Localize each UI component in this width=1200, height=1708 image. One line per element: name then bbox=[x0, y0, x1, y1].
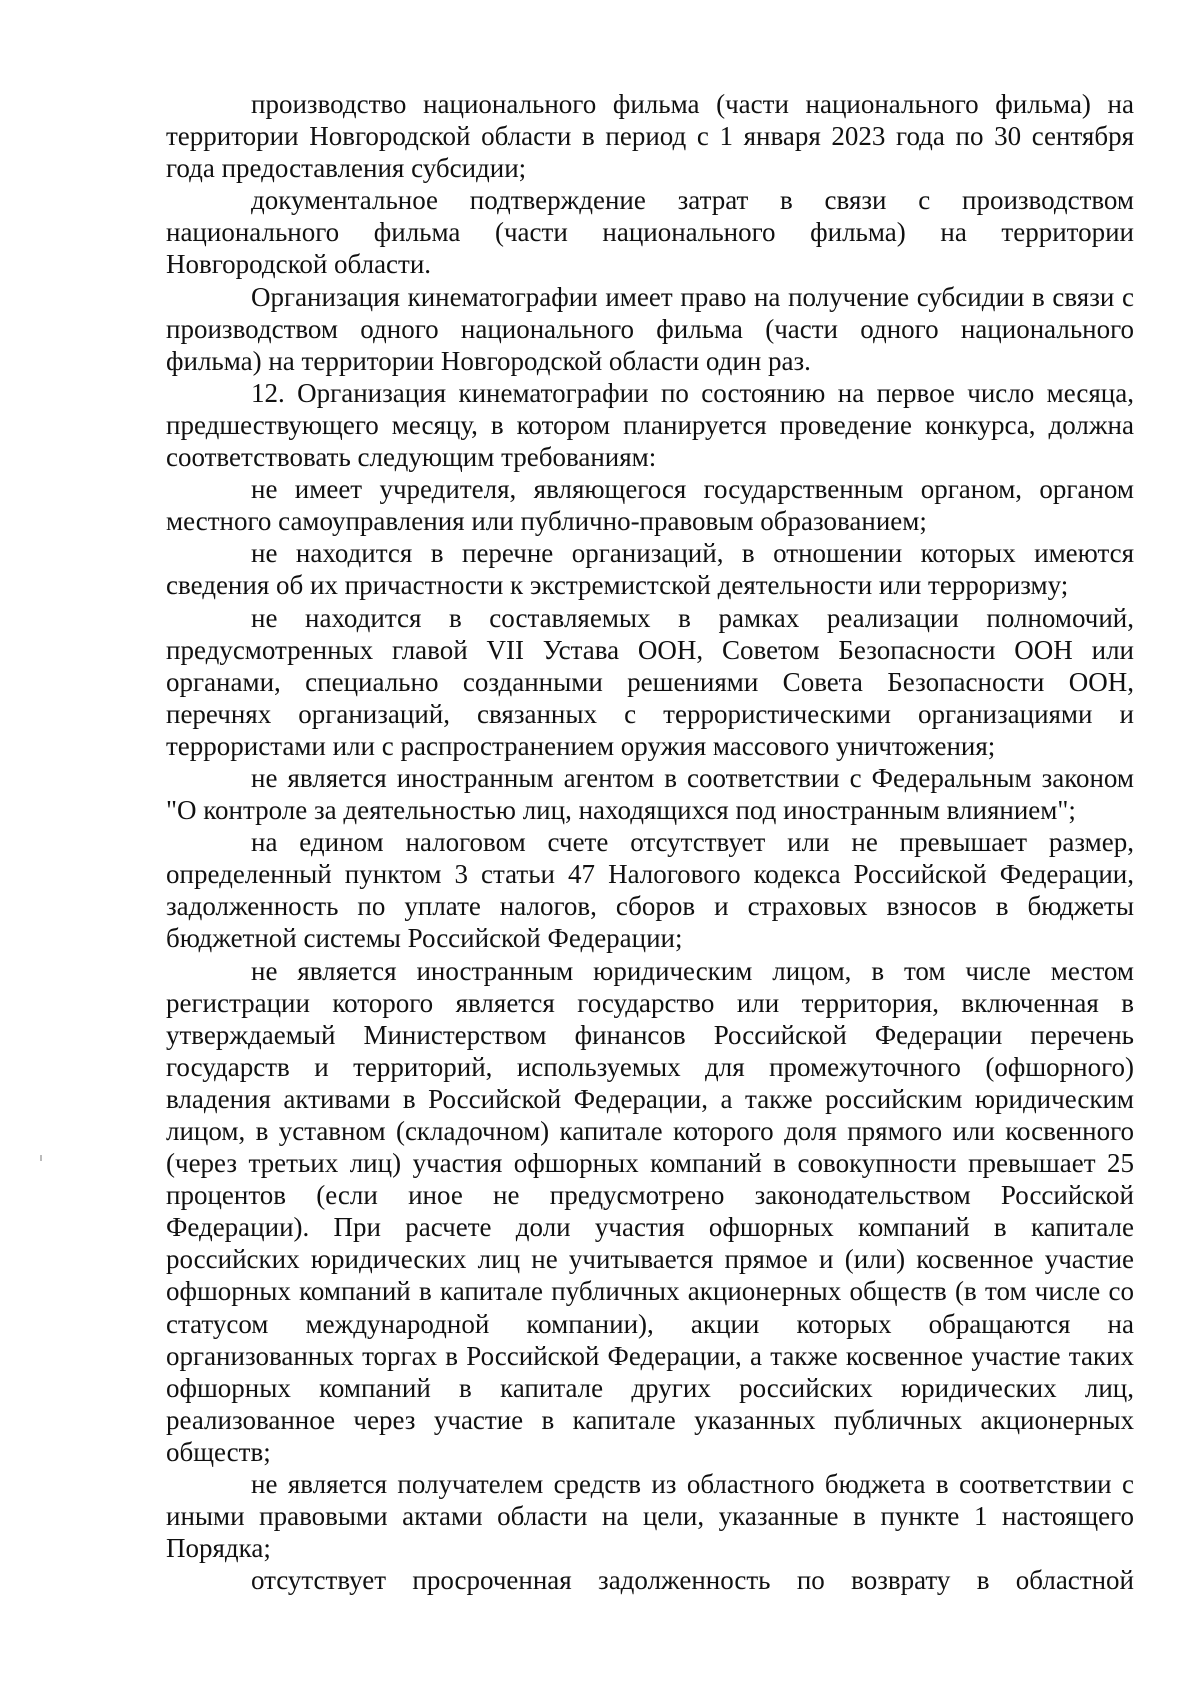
paragraph-not-un-list: не находится в составляемых в рамках реализации полномочий, предусмотренных главой VII Устава ООН, Советом Безопасности ООН или органами, специально созданными решениями Совета Безопасности ООН, перечнях организаций, связанных с террористическими организациями и террористами или с распространением оружия массового уничтожения; bbox=[166, 602, 1134, 761]
paragraph-not-foreign-entity: не является иностранным юридическим лицом, в том числе местом регистрации которого является государство или территория, включенная в утверждаемый Министерством финансов Российской Федерации перечень государств и территорий, используемых для промежуточного (офшорного) владения активами в Российской Федерации, а также российским юридическим лицом, в уставном (складочном) капитале которого доля прямого или косвенного (через третьих лиц) участия офшорных компаний в совокупности превышает 25 процентов (если иное не предусмотрено законодательством Российской Федерации). При расчете доли участия офшорных компаний в капитале российских юридических лиц не учитывается прямое и (или) косвенное участие офшорных компаний в капитале публичных акционерных обществ (в том числе со статусом международной компании), акции которых обращаются на организованных торгах в Российской Федерации, а также косвенное участие таких офшорных компаний в капитале других российских юридических лиц, реализованное через участие в капитале указанных публичных акционерных обществ; bbox=[166, 955, 1134, 1467]
paragraph-not-extremist-list: не находится в перечне организаций, в отношении которых имеются сведения об их причастности к экстремистской деятельности или терроризму; bbox=[166, 538, 1134, 601]
paragraph-cost-confirmation: документальное подтверждение затрат в связи с производством национального фильма (части национального фильма) на территории Новгородской области. bbox=[166, 185, 1134, 280]
paragraph-subsidy-once: Организация кинематографии имеет право на получение субсидии в связи с производством одного национального фильма (части одного национального фильма) на территории Новгородской области один раз. bbox=[166, 281, 1134, 376]
paragraph-no-state-founder: не имеет учредителя, являющегося государственным органом, органом местного самоуправления или публично-правовым образованием; bbox=[166, 474, 1134, 537]
paragraph-production-period: производство национального фильма (части национального фильма) на территории Новгородской области в период с 1 января 2023 года по 30 сентября года предоставления субсидии; bbox=[166, 89, 1134, 184]
paragraph-not-foreign-agent: не является иностранным агентом в соответствии с Федеральным законом "О контроле за деятельностью лиц, находящихся под иностранным влиянием"; bbox=[166, 762, 1134, 826]
paragraph-not-other-recipient: не является получателем средств из областного бюджета в соответствии с иными правовыми актами области на цели, указанные в пункте 1 настоящего Порядка; bbox=[166, 1469, 1134, 1564]
paragraph-overdue-debt-fragment: отсутствует просроченная задолженность по возврату в областной bbox=[251, 1565, 1134, 1596]
paragraph-item-12: 12. Организация кинематографии по состоянию на первое число месяца, предшествующего месяцу, в котором планируется проведение конкурса, должна соответствовать следующим требованиям: bbox=[166, 377, 1134, 473]
scan-margin-mark bbox=[40, 1155, 42, 1161]
paragraph-tax-debt: на едином налоговом счете отсутствует или не превышает размер, определенный пунктом 3 статьи 47 Налогового кодекса Российской Федерации, задолженность по уплате налогов, сборов и страховых взносов в бюджеты бюджетной системы Российской Федерации; bbox=[166, 827, 1134, 954]
document-body bbox=[166, 88, 1134, 1596]
